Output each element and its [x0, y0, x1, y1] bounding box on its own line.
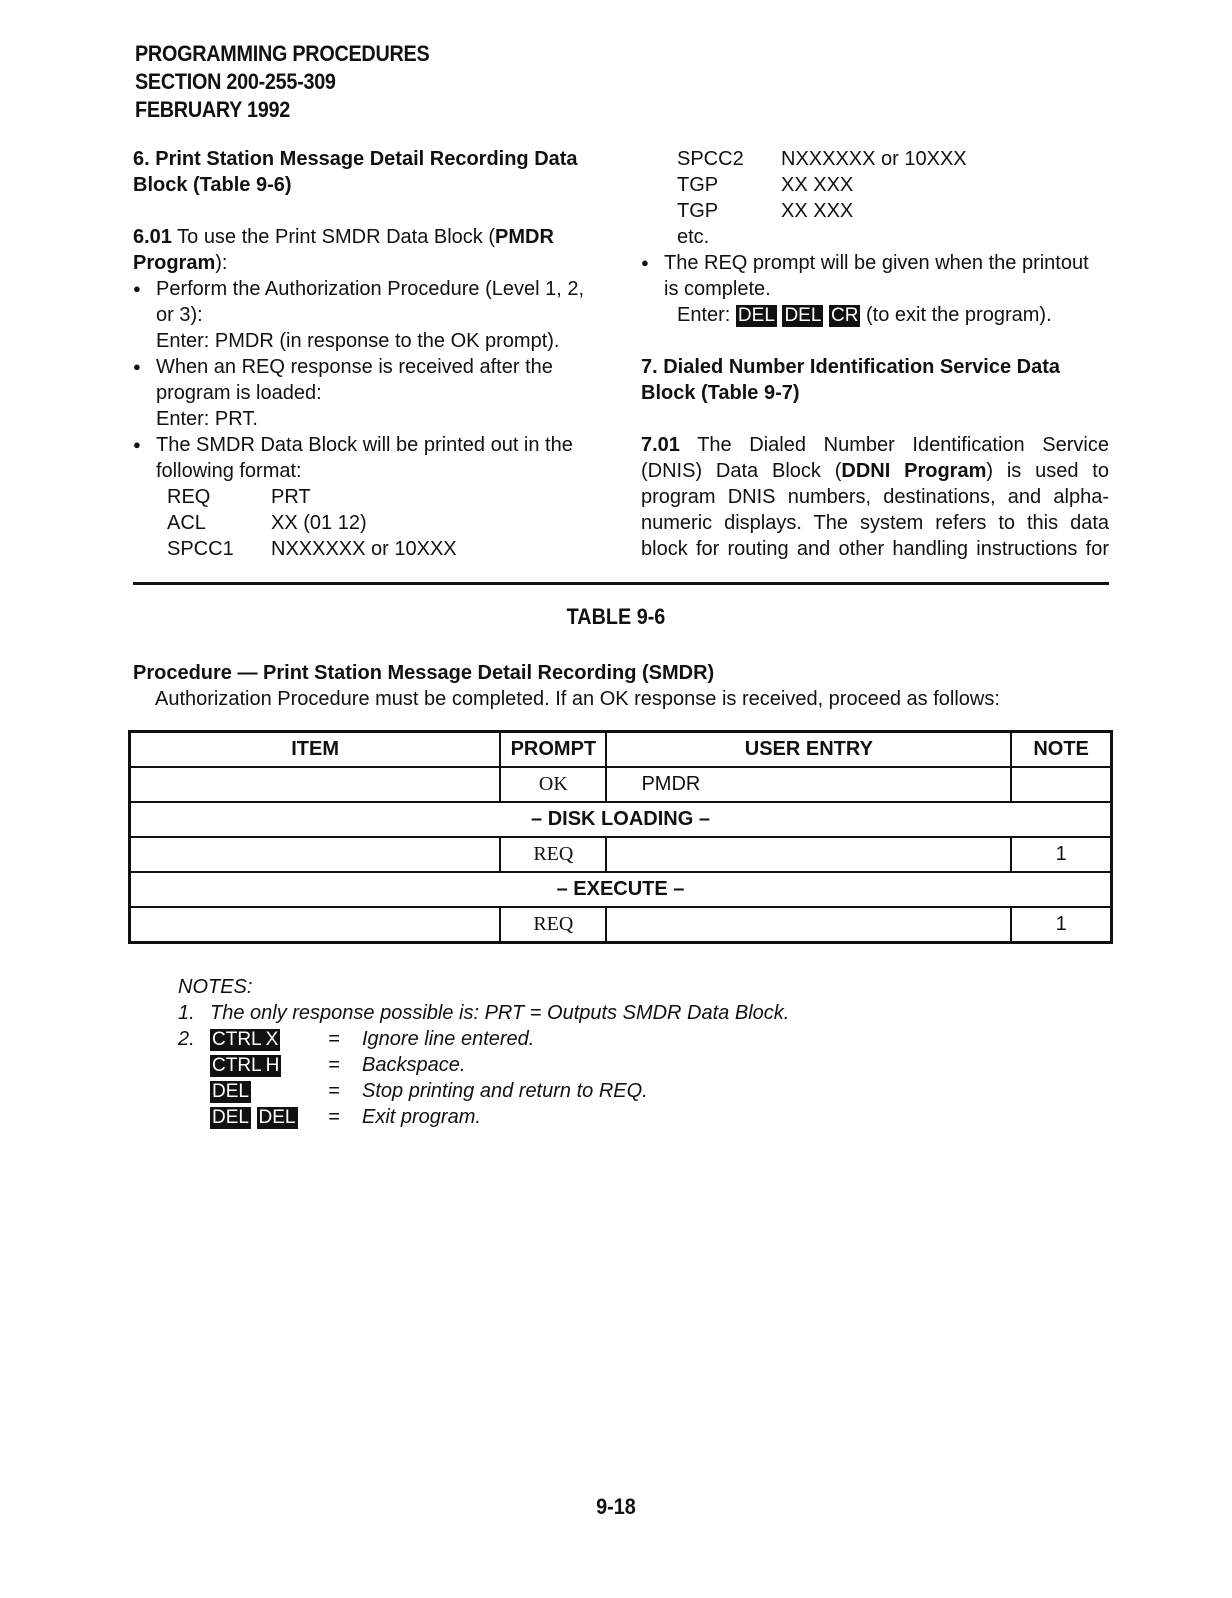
section-7-heading: 7. Dialed Number Identification Service Data Block (Table 9-7) — [641, 356, 1061, 404]
header-prompt: PROMPT — [500, 732, 606, 768]
table-header-row — [130, 732, 1112, 768]
cell-note: 1 — [1011, 837, 1111, 872]
key-del: DEL — [737, 305, 775, 326]
format-row: REQ PRT — [167, 486, 311, 508]
cell-user-entry: PMDR — [606, 767, 1011, 802]
key-ctrl: CTRL — [212, 1055, 262, 1076]
cell-prompt: REQ — [500, 837, 606, 872]
note-2-row: DEL DEL = Exit program. — [212, 1106, 481, 1128]
table-row — [130, 837, 1112, 872]
header-item: ITEM — [130, 732, 501, 768]
note-1: 1. The only response possible is: PRT = Outputs SMDR Data Block. — [178, 1002, 790, 1024]
notes-title: NOTES: — [178, 976, 253, 998]
key-del: DEL — [212, 1081, 249, 1102]
bullet-authorization: ● Perform the Authorization Procedure (Level 1, 2, or 3): — [133, 276, 601, 328]
cell-note — [1011, 767, 1111, 802]
header-line-2: SECTION 200-255-309 — [135, 69, 336, 94]
table-title: TABLE 9-6 — [566, 604, 666, 629]
bullet-printed-format: ● The SMDR Data Block will be printed out in the following format: — [133, 432, 601, 484]
format-etc: etc. — [677, 226, 710, 248]
key-del: DEL — [784, 305, 822, 326]
format-list-left — [133, 484, 601, 562]
page-header — [135, 40, 429, 124]
paragraph-6-01: 6.01 To use the Print SMDR Data Block (PMDR Program): — [133, 226, 554, 274]
cell-prompt: OK — [500, 767, 606, 802]
key-del: DEL — [212, 1107, 249, 1128]
header-user-entry: USER ENTRY — [606, 732, 1011, 768]
cell-item — [130, 907, 501, 943]
key-del: DEL — [258, 1107, 296, 1128]
format-row: SPCC2 NXXXXXX or 10XXX — [677, 148, 967, 170]
header-line-3: FEBRUARY 1992 — [135, 97, 290, 122]
table-span-row — [130, 872, 1112, 907]
format-row: SPCC1 NXXXXXX or 10XXX — [167, 538, 457, 560]
cell-user-entry — [606, 837, 1011, 872]
key-ctrl: CTRL — [212, 1029, 262, 1050]
bullet-req-response: ● When an REQ response is received after the program is loaded: — [133, 354, 601, 406]
key-x: X — [265, 1029, 279, 1050]
note-2-row: CTRL H = Backspace. — [212, 1054, 466, 1076]
horizontal-rule — [133, 582, 1109, 585]
key-h: H — [265, 1055, 280, 1076]
format-row: TGP XX XXX — [677, 200, 854, 222]
header-line-1: PROGRAMMING PROCEDURES — [135, 41, 430, 66]
procedure-heading — [133, 660, 1000, 712]
procedure-title: Procedure — Print Station Message Detail Recording (SMDR) — [133, 662, 715, 684]
header-note: NOTE — [1011, 732, 1111, 768]
bullet-req-prompt: ● The REQ prompt will be given when the printout is complete. — [641, 250, 1109, 302]
execute-label: – EXECUTE – — [130, 872, 1112, 907]
cell-item — [130, 767, 501, 802]
right-column — [641, 146, 1109, 562]
format-row: ACL XX (01 12) — [167, 512, 367, 534]
section-6-heading: 6. Print Station Message Detail Recording Data Block (Table 9-6) — [133, 148, 578, 196]
note-2-row: DEL = Stop printing and return to REQ. — [212, 1080, 648, 1102]
page-number: 9-18 — [596, 1494, 636, 1519]
procedure-table — [128, 730, 1113, 944]
procedure-subtitle: Authorization Procedure must be completed. If an OK response is received, proceed as follows: — [155, 688, 1000, 710]
disk-loading-label: – DISK LOADING – — [130, 802, 1112, 837]
enter-prt: Enter: PRT. — [156, 408, 258, 430]
key-cr: CR — [830, 305, 859, 326]
cell-prompt: REQ — [500, 907, 606, 943]
cell-user-entry — [606, 907, 1011, 943]
table-row — [130, 907, 1112, 943]
notes-section — [178, 974, 789, 1130]
note-2-row: 2. CTRL X = Ignore line entered. — [178, 1028, 535, 1050]
left-column — [133, 146, 601, 562]
format-list-right — [641, 146, 1109, 250]
format-row: TGP XX XXX — [677, 174, 854, 196]
paragraph-7-01: 7.01 The Dialed Number Identification Service (DNIS) Data Block (DDNI Program) is used to program DNIS numbers, destinations, and alpha- numeric displays. The system refers to this data block for routing and other handling instructions for — [641, 434, 1109, 560]
enter-exit-keys: Enter: DEL DEL CR (to exit the program). — [677, 304, 1052, 326]
cell-note: 1 — [1011, 907, 1111, 943]
cell-item — [130, 837, 501, 872]
enter-pmdr: Enter: PMDR (in response to the OK prompt). — [156, 330, 560, 352]
table-row — [130, 767, 1112, 802]
table-span-row — [130, 802, 1112, 837]
